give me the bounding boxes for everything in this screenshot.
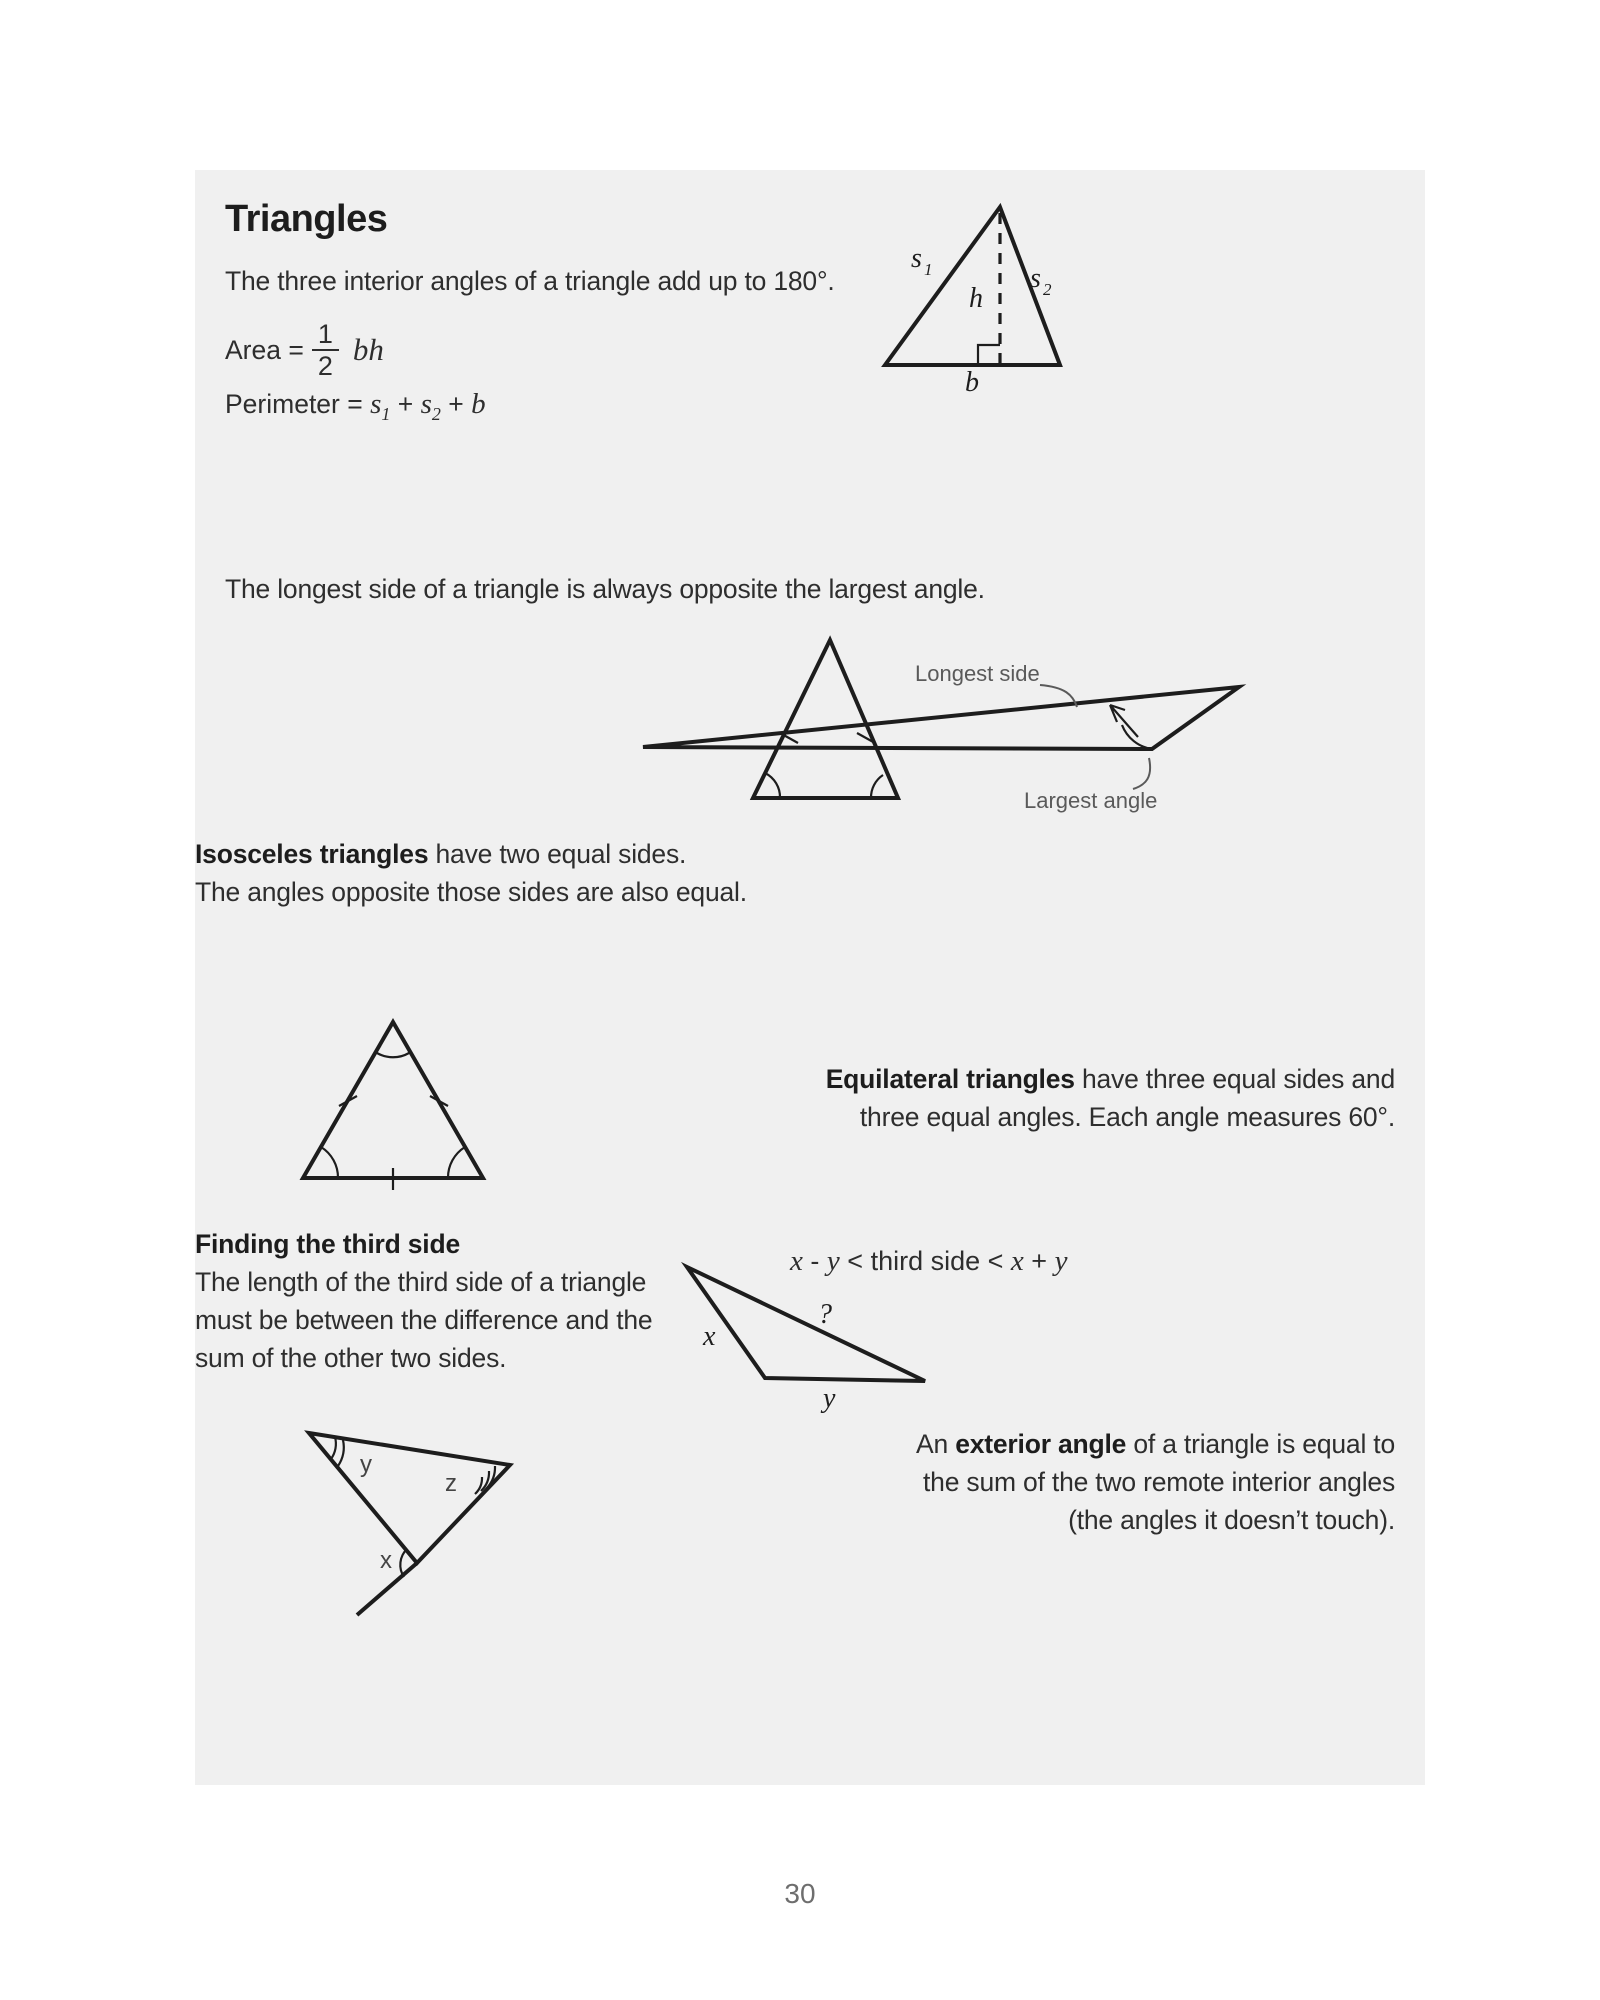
page-number: 30 (784, 1878, 816, 1909)
unknown-side-label: ? (818, 1299, 832, 1330)
inequality-y2: y (1054, 1245, 1068, 1277)
fraction-numerator: 1 (317, 319, 333, 349)
side1-sublabel: 1 (924, 260, 933, 279)
perimeter-formula (225, 388, 486, 425)
isosceles-line1-rest: have two equal sides. (428, 839, 687, 869)
exterior-line3: (the angles it doesn’t touch). (1068, 1505, 1395, 1535)
side1-label: s (911, 243, 922, 274)
isosceles-triangle-diagram (735, 630, 935, 810)
exterior-bold: exterior angle (955, 1429, 1127, 1459)
longest-side-statement: The longest side of a triangle is always opposite the largest angle. (225, 574, 985, 604)
equilateral-description (505, 1060, 1395, 1136)
exterior-line1-rest: of a triangle is equal to (1126, 1429, 1395, 1459)
fraction-denominator: 2 (317, 351, 333, 382)
perimeter-b: b (471, 388, 486, 420)
longest-side-diagram (625, 625, 1305, 815)
angle-arc-z-2 (475, 1477, 482, 1494)
angle-x-label: x (380, 1547, 392, 1574)
content-panel (195, 170, 1425, 1785)
isosceles-outline (753, 640, 898, 798)
side-y-label: y (823, 1383, 836, 1414)
equilateral-line1-rest: have three equal sides and (1074, 1064, 1395, 1094)
inequality-y1: y (826, 1245, 840, 1277)
isosceles-bold-lead: Isosceles triangles (195, 839, 429, 869)
angle-arc-left-base (321, 1147, 338, 1178)
perimeter-plus-1: + (397, 389, 414, 419)
angle-y-label: y (360, 1451, 372, 1478)
largest-angle-leader (1133, 758, 1150, 789)
angle-arc-left (765, 773, 780, 798)
angle-sum-statement: The three interior angles of a triangle add up to 180°. (225, 266, 835, 296)
obtuse-triangle-outline (643, 687, 1239, 749)
third-side-heading: Finding the third side (195, 1229, 460, 1259)
inequality-middle: < third side < (847, 1246, 1004, 1276)
exterior-triangle-outline (309, 1433, 510, 1563)
perimeter-s1: $s_1$ (370, 388, 391, 424)
angle-z-label: z (445, 1470, 457, 1497)
page-title: Triangles (225, 198, 388, 240)
height-label: h (969, 283, 983, 314)
area-triangle-diagram (875, 195, 1105, 398)
exterior-angle-description (525, 1425, 1395, 1539)
inequality-plus: + (1031, 1246, 1048, 1276)
angle-arrow (1110, 705, 1138, 737)
one-half-fraction (312, 320, 339, 381)
side2-label: s (1030, 263, 1041, 294)
area-formula (225, 320, 384, 381)
longest-side-callout: Longest side (915, 661, 1040, 686)
right-angle-marker (978, 345, 1000, 365)
perimeter-plus-2: + (448, 389, 464, 419)
perimeter-label: Perimeter = (225, 389, 363, 419)
side2-sublabel: 2 (1043, 280, 1052, 299)
third-side-line1: The length of the third side of a triangle (195, 1267, 647, 1297)
base-label: b (965, 367, 979, 398)
third-side-triangle-diagram (675, 1255, 995, 1415)
isosceles-line2: The angles opposite those sides are also equal. (195, 877, 747, 907)
exterior-line2: the sum of the two remote interior angles (923, 1467, 1395, 1497)
equilateral-line2: three equal angles. Each angle measures 60°. (859, 1102, 1395, 1132)
isosceles-description (195, 835, 945, 911)
equilateral-triangle-diagram (290, 1010, 500, 1200)
inequality-x2: x (1010, 1245, 1024, 1277)
angle-arc-apex (377, 1053, 409, 1057)
angle-arc-y-inner (338, 1440, 344, 1466)
angle-arc-right (871, 775, 883, 798)
third-side-block (195, 1225, 755, 1377)
area-label: Area = (225, 334, 304, 365)
angle-arc-right-base (448, 1147, 465, 1178)
exterior-lead: An (916, 1429, 956, 1459)
inequality-minus: - (810, 1246, 820, 1276)
third-side-line3: sum of the other two sides. (195, 1343, 507, 1373)
perimeter-s2: $s_2$ (420, 388, 441, 424)
angle-arc-y-outer (331, 1437, 336, 1459)
side-x-label: x (703, 1321, 716, 1352)
inequality-x1: x (790, 1245, 803, 1277)
largest-angle-callout: Largest angle (1024, 788, 1158, 813)
third-side-outline (687, 1267, 925, 1381)
third-side-line2: must be between the difference and the (195, 1305, 653, 1335)
equilateral-bold-lead: Equilateral triangles (825, 1064, 1075, 1094)
area-expression: bh (352, 332, 384, 368)
